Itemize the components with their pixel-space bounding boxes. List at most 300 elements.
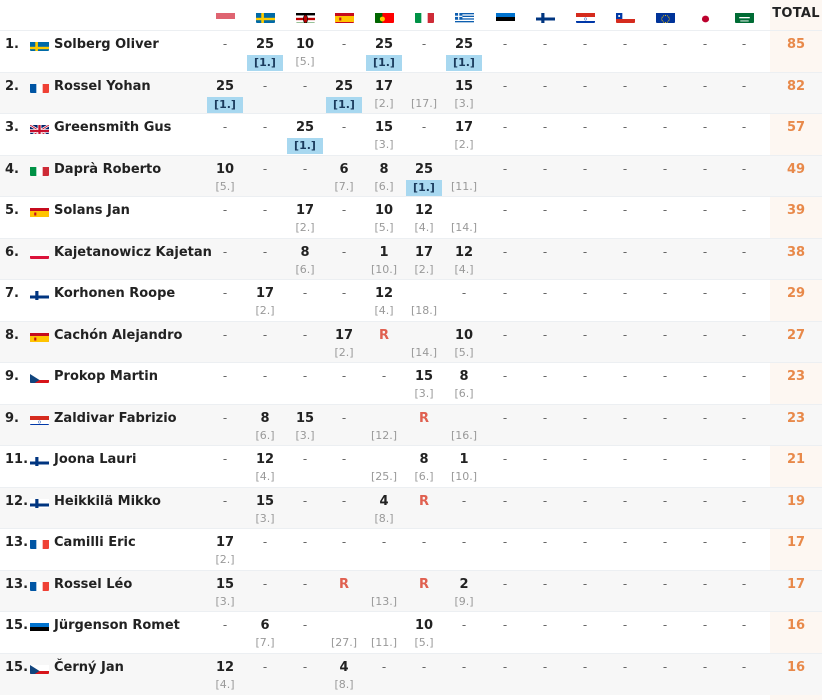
event-result-cell	[210, 617, 240, 634]
event-result-cell	[210, 451, 240, 468]
event-result-cell	[210, 78, 240, 113]
points-value: 2	[459, 576, 469, 592]
no-result: -	[622, 493, 628, 508]
event-result-cell	[729, 285, 759, 302]
event-result-cell	[449, 36, 479, 71]
points-value	[449, 161, 479, 178]
finish-position: [10.]	[450, 470, 478, 483]
no-result: -	[662, 37, 668, 51]
no-result: -	[662, 120, 668, 134]
finish-position: [11.]	[450, 179, 478, 193]
no-result: -	[662, 244, 668, 259]
no-result: -	[702, 120, 708, 134]
event-result-cell	[449, 368, 479, 401]
no-result: -	[582, 327, 588, 342]
no-result: -	[662, 203, 668, 217]
event-result-cell	[570, 202, 600, 219]
event-result-cell	[290, 493, 320, 510]
no-result: -	[222, 286, 228, 300]
event-result-cell	[530, 534, 560, 551]
event-result-cell	[290, 244, 320, 277]
retired-marker: R	[418, 576, 429, 592]
event-result-cell	[409, 244, 439, 277]
points-value: 25	[295, 120, 315, 135]
event-result-cell	[210, 410, 240, 427]
kenya-flag-icon	[296, 10, 315, 23]
event-result-cell	[369, 617, 399, 650]
no-result: -	[302, 618, 308, 632]
no-result: -	[741, 493, 747, 508]
finish-position: [27.]	[330, 636, 358, 649]
event-result-cell	[690, 36, 720, 53]
driver-name[interactable]: Rossel Yohan	[54, 78, 151, 94]
event-result-cell	[530, 659, 560, 676]
no-result: -	[741, 410, 747, 425]
no-result: -	[222, 37, 228, 51]
no-result: -	[502, 161, 508, 176]
finish-position: [2.]	[295, 221, 315, 234]
finish-position: [4.]	[414, 221, 434, 234]
finish-position: [14.]	[410, 345, 438, 359]
event-result-cell	[490, 285, 520, 302]
points-value: 17	[255, 286, 275, 301]
total-points: 23	[786, 369, 806, 384]
driver-name[interactable]: Joona Lauri	[54, 452, 137, 467]
points-value: 17	[215, 535, 235, 550]
no-result: -	[702, 452, 708, 466]
no-result: -	[421, 37, 427, 51]
event-result-cell	[490, 78, 520, 95]
event-result-cell	[690, 119, 720, 136]
event-result-cell	[490, 36, 520, 53]
retired-marker: R	[378, 327, 389, 343]
event-result-cell	[729, 368, 759, 385]
event-result-cell	[650, 285, 680, 302]
driver-name[interactable]: Cachón Alejandro	[54, 327, 183, 343]
no-result: -	[741, 369, 747, 383]
event-result-cell	[530, 410, 560, 427]
event-result-cell	[729, 617, 759, 634]
event-result-cell	[449, 493, 479, 510]
event-result-cell	[650, 161, 680, 178]
no-result: -	[582, 618, 588, 632]
position: 7.	[5, 286, 19, 301]
no-result: -	[262, 369, 268, 383]
no-result: -	[741, 327, 747, 342]
points-value: 12	[215, 659, 235, 675]
event-result-cell	[530, 36, 560, 53]
points-value: 17	[334, 327, 354, 343]
event-result-cell	[449, 244, 479, 277]
event-result-cell	[250, 576, 280, 593]
event-result-cell	[210, 368, 240, 385]
no-result: -	[262, 161, 268, 176]
points-value: 4	[339, 659, 349, 675]
no-result: -	[302, 493, 308, 508]
event-result-cell	[570, 244, 600, 261]
europe-flag-icon	[656, 10, 675, 23]
sweden-flag-icon	[30, 39, 49, 51]
total-points: 27	[786, 327, 806, 343]
no-result: -	[702, 37, 708, 51]
event-result-cell	[290, 78, 320, 95]
event-result-cell	[490, 244, 520, 261]
points-value: 6	[339, 161, 349, 177]
event-result-cell	[369, 119, 399, 152]
event-result-cell	[690, 368, 720, 385]
finland-flag-icon	[536, 10, 555, 23]
total-points: 21	[786, 452, 806, 467]
event-result-cell	[530, 119, 560, 136]
event-result-cell	[570, 451, 600, 468]
points-value	[409, 285, 439, 302]
event-result-cell	[530, 576, 560, 593]
finish-position: [6.]	[295, 262, 315, 276]
event-result-cell	[329, 493, 359, 510]
points-value: 15	[414, 369, 434, 384]
finish-position: [3.]	[215, 594, 235, 608]
event-result-cell	[610, 202, 640, 219]
event-result-cell	[250, 36, 280, 71]
no-result: -	[741, 452, 747, 466]
header-row	[0, 0, 822, 30]
points-value: 10	[454, 327, 474, 343]
no-result: -	[341, 286, 347, 300]
no-result: -	[542, 203, 548, 217]
event-result-cell	[690, 202, 720, 219]
no-result: -	[662, 327, 668, 342]
no-result: -	[662, 535, 668, 549]
no-result: -	[302, 452, 308, 466]
event-result-cell	[610, 451, 640, 468]
no-result: -	[702, 493, 708, 508]
driver-name[interactable]: Rossel Léo	[54, 576, 133, 592]
points-value: 15	[215, 576, 235, 592]
event-result-cell	[729, 78, 759, 95]
no-result: -	[741, 244, 747, 259]
event-result-cell	[610, 119, 640, 136]
no-result: -	[622, 576, 628, 591]
standings-row	[0, 363, 822, 404]
no-result: -	[702, 327, 708, 342]
points-value: 12	[255, 452, 275, 467]
no-result: -	[502, 37, 508, 51]
finish-position: [2.]	[454, 138, 474, 151]
portugal-flag-icon	[375, 10, 394, 23]
event-result-cell	[490, 534, 520, 551]
no-result: -	[582, 161, 588, 176]
event-result-cell	[449, 119, 479, 152]
no-result: -	[741, 37, 747, 51]
no-result: -	[461, 659, 467, 674]
event-result-cell	[329, 659, 359, 692]
event-result-cell	[650, 202, 680, 219]
event-result-cell	[729, 161, 759, 178]
event-result-cell	[729, 493, 759, 510]
driver-name[interactable]: Zaldivar Fabrizio	[54, 410, 177, 426]
event-result-cell	[329, 161, 359, 194]
no-result: -	[702, 618, 708, 632]
event-result-cell	[610, 36, 640, 53]
event-result-cell	[449, 285, 479, 302]
no-result: -	[502, 410, 508, 425]
total-points: 16	[786, 659, 806, 675]
event-result-cell	[490, 327, 520, 344]
event-result-cell	[650, 368, 680, 385]
event-result-cell	[690, 244, 720, 261]
no-result: -	[542, 618, 548, 632]
event-result-cell	[610, 161, 640, 178]
points-value: 25	[454, 37, 474, 52]
finland-flag-icon	[30, 288, 49, 300]
no-result: -	[702, 576, 708, 591]
winner-badge: [1.]	[247, 55, 283, 71]
event-result-cell	[530, 617, 560, 634]
event-result-cell	[690, 493, 720, 510]
event-result-cell	[290, 368, 320, 385]
no-result: -	[622, 618, 628, 632]
finish-position: [5.]	[374, 221, 394, 234]
event-result-cell	[490, 451, 520, 468]
finish-position: [16.]	[450, 428, 478, 442]
event-result-cell	[690, 659, 720, 676]
no-result: -	[222, 327, 228, 342]
no-result: -	[302, 78, 308, 93]
driver-name[interactable]: Daprà Roberto	[54, 161, 162, 177]
no-result: -	[662, 659, 668, 674]
points-value: 4	[379, 493, 389, 509]
event-result-cell	[530, 202, 560, 219]
event-result-cell	[570, 410, 600, 427]
no-result: -	[262, 120, 268, 134]
points-value: 25	[334, 78, 354, 94]
event-result-cell	[490, 202, 520, 219]
event-result-cell	[250, 617, 280, 650]
event-result-cell	[250, 493, 280, 526]
points-value	[369, 410, 399, 427]
no-result: -	[741, 78, 747, 93]
event-result-cell	[490, 161, 520, 178]
no-result: -	[461, 493, 467, 508]
event-result-cell	[490, 368, 520, 385]
event-result-cell	[610, 78, 640, 95]
no-result: -	[502, 493, 508, 508]
driver-name[interactable]: Jürgenson Romet	[54, 618, 180, 633]
event-result-cell	[729, 202, 759, 219]
finish-position: [8.]	[374, 511, 394, 525]
position: 1.	[5, 37, 19, 52]
winner-badge: [1.]	[446, 55, 482, 71]
event-result-cell	[570, 161, 600, 178]
no-result: -	[461, 618, 467, 632]
event-result-cell	[329, 36, 359, 53]
event-result-cell	[329, 285, 359, 302]
total-points: 29	[786, 286, 806, 301]
event-result-cell	[290, 659, 320, 676]
event-result-cell	[329, 202, 359, 219]
points-value: 12	[414, 203, 434, 218]
driver-name[interactable]: Heikkilä Mikko	[54, 493, 161, 509]
event-result-cell	[290, 36, 320, 69]
driver-name[interactable]: Prokop Martin	[54, 369, 158, 384]
points-value: 1	[459, 452, 469, 467]
points-value: 15	[295, 410, 315, 426]
position: 13.	[5, 576, 29, 592]
no-result: -	[622, 286, 628, 300]
finish-position: [4.]	[454, 262, 474, 276]
no-result: -	[662, 493, 668, 508]
no-result: -	[502, 576, 508, 591]
winner-badge: [1.]	[287, 138, 323, 154]
no-result: -	[502, 659, 508, 674]
event-result-cell	[210, 576, 240, 609]
no-result: -	[542, 161, 548, 176]
standings-row	[0, 156, 822, 197]
finish-position: [6.]	[255, 428, 275, 442]
event-result-cell	[690, 285, 720, 302]
event-result-cell	[610, 659, 640, 676]
no-result: -	[622, 244, 628, 259]
driver-name[interactable]: Camilli Eric	[54, 535, 136, 550]
no-result: -	[222, 618, 228, 632]
event-result-cell	[650, 617, 680, 634]
position: 3.	[5, 120, 19, 135]
no-result: -	[542, 78, 548, 93]
no-result: -	[341, 369, 347, 383]
no-result: -	[461, 286, 467, 300]
no-result: -	[222, 493, 228, 508]
no-result: -	[381, 659, 387, 674]
no-result: -	[622, 78, 628, 93]
no-result: -	[222, 452, 228, 466]
event-result-cell	[329, 410, 359, 427]
event-result-cell	[210, 119, 240, 136]
paraguay-flag-icon	[576, 10, 595, 23]
finish-position: [10.]	[370, 262, 398, 276]
no-result: -	[502, 120, 508, 134]
monaco-flag-icon	[216, 10, 235, 23]
finish-position: [4.]	[374, 304, 394, 317]
event-result-cell	[369, 368, 399, 385]
event-result-cell	[250, 161, 280, 178]
no-result: -	[582, 203, 588, 217]
driver-name[interactable]: Kajetanowicz Kajetan	[54, 244, 212, 260]
no-result: -	[341, 37, 347, 51]
spain-flag-icon	[30, 205, 49, 217]
event-result-cell	[250, 202, 280, 219]
no-result: -	[262, 244, 268, 259]
spain-flag-icon	[30, 330, 49, 342]
no-result: -	[582, 244, 588, 259]
paraguay-flag-icon	[30, 413, 49, 425]
event-result-cell	[290, 119, 320, 154]
event-result-cell	[409, 493, 439, 510]
points-value: 15	[374, 120, 394, 135]
no-result: -	[222, 244, 228, 259]
finish-position: [2.]	[255, 304, 275, 317]
event-result-cell	[449, 78, 479, 111]
total-points: 23	[786, 410, 806, 426]
driver-name[interactable]: Greensmith Gus	[54, 120, 172, 135]
no-result: -	[262, 203, 268, 217]
finish-position: [3.]	[255, 511, 275, 525]
event-result-cell	[409, 451, 439, 484]
finish-position: [3.]	[295, 428, 315, 442]
standings-row	[0, 239, 822, 280]
event-result-cell	[409, 78, 439, 111]
poland-flag-icon	[30, 247, 49, 259]
no-result: -	[622, 37, 628, 51]
points-value	[369, 576, 399, 593]
no-result: -	[662, 452, 668, 466]
no-result: -	[461, 535, 467, 549]
no-result: -	[582, 576, 588, 591]
no-result: -	[421, 120, 427, 134]
points-value: 8	[300, 244, 310, 260]
event-result-cell	[610, 285, 640, 302]
event-result-cell	[369, 78, 399, 111]
event-result-cell	[290, 576, 320, 593]
points-value: 25	[215, 78, 235, 94]
event-result-cell	[409, 119, 439, 136]
driver-name[interactable]: Solans Jan	[54, 203, 130, 218]
points-value: 25	[374, 37, 394, 52]
event-result-cell	[729, 410, 759, 427]
finish-position: [3.]	[374, 138, 394, 151]
event-result-cell	[210, 36, 240, 53]
event-result-cell	[729, 659, 759, 676]
no-result: -	[302, 369, 308, 383]
event-result-cell	[250, 410, 280, 443]
total-points: 39	[786, 203, 806, 218]
no-result: -	[542, 535, 548, 549]
points-value: 12	[374, 286, 394, 301]
no-result: -	[262, 78, 268, 93]
no-result: -	[582, 493, 588, 508]
event-result-cell	[610, 368, 640, 385]
event-result-cell	[650, 244, 680, 261]
event-result-cell	[369, 410, 399, 443]
driver-name[interactable]: Černý Jan	[54, 659, 124, 675]
no-result: -	[222, 369, 228, 383]
event-result-cell	[369, 534, 399, 551]
driver-name[interactable]: Solberg Oliver	[54, 37, 159, 52]
no-result: -	[542, 410, 548, 425]
event-result-cell	[690, 451, 720, 468]
points-value: 8	[419, 452, 429, 467]
no-result: -	[302, 327, 308, 342]
no-result: -	[542, 452, 548, 466]
winner-badge: [1.]	[207, 97, 243, 113]
event-result-cell	[729, 534, 759, 551]
event-result-cell	[449, 410, 479, 443]
event-result-cell	[570, 659, 600, 676]
points-value: 17	[374, 78, 394, 94]
no-result: -	[542, 327, 548, 342]
no-result: -	[502, 286, 508, 300]
no-result: -	[582, 37, 588, 51]
event-result-cell	[610, 576, 640, 593]
driver-name[interactable]: Korhonen Roope	[54, 286, 176, 301]
greece-flag-icon	[455, 10, 474, 23]
no-result: -	[702, 535, 708, 549]
no-result: -	[341, 493, 347, 508]
position: 6.	[5, 244, 19, 260]
event-result-cell	[650, 576, 680, 593]
no-result: -	[622, 410, 628, 425]
finish-position: [5.]	[215, 179, 235, 193]
event-result-cell	[530, 285, 560, 302]
